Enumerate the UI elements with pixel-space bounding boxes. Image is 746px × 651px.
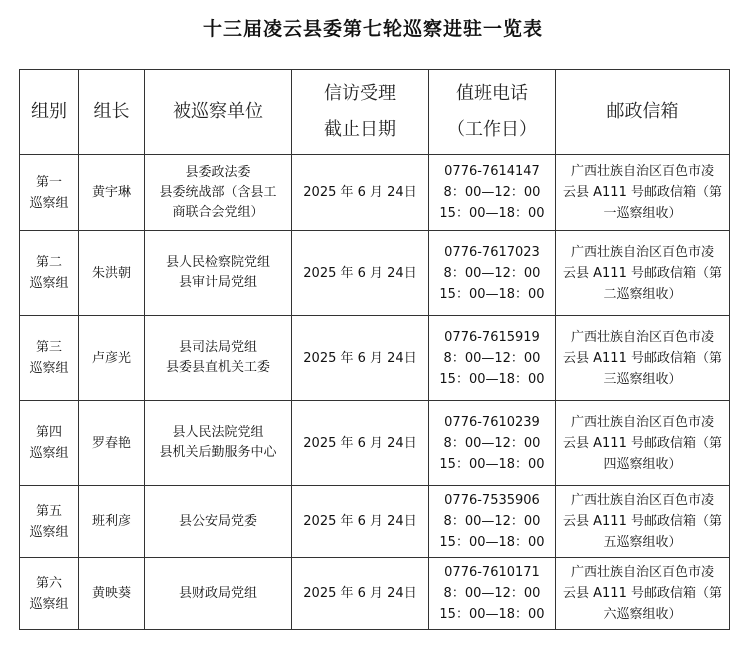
phone-number: 0776-7535906: [444, 493, 540, 508]
group-number: 第六: [35, 575, 62, 591]
unit-line: 县委统战部（含县工: [159, 184, 277, 200]
header-unit: 被巡察单位: [145, 70, 292, 155]
deadline-cell: 2025 年 6 月 24日: [292, 155, 429, 231]
hours-morning: 8：00—12：00: [443, 185, 541, 200]
hours-afternoon: 15：00—18：00: [439, 456, 545, 472]
hours-afternoon: 15：00—18：00: [439, 535, 545, 550]
mail-line: 四巡察组收）: [603, 456, 682, 472]
unit-cell: [145, 231, 292, 316]
mail-line: 广西壮族自治区百色市凌: [570, 414, 714, 430]
mail-line: 广西壮族自治区百色市凌: [570, 329, 714, 345]
header-row: [20, 70, 730, 155]
group-suffix: 巡察组: [29, 361, 69, 376]
header-leader: 组长: [79, 70, 145, 155]
mailbox-cell: [556, 558, 730, 630]
group-cell: [20, 558, 79, 630]
group-suffix: 巡察组: [29, 596, 69, 612]
phone-number: 0776-7617023: [444, 244, 540, 260]
leader-cell: 黄宇琳: [79, 155, 145, 231]
deadline-cell: 2025 年 6 月 24日: [292, 558, 429, 630]
mail-line: 广西壮族自治区百色市凌: [570, 493, 714, 508]
hours-morning: 8：00—12：00: [443, 514, 541, 529]
mailbox-cell: [556, 316, 730, 401]
unit-line: 商联合会党组）: [172, 204, 264, 220]
group-suffix: 巡察组: [29, 195, 69, 211]
header-duty-phone: [429, 70, 556, 155]
table-row: [20, 486, 730, 558]
group-suffix: 巡察组: [29, 524, 69, 540]
leader-cell: 朱洪朝: [79, 231, 145, 316]
header-phone-line1: 值班电话: [456, 83, 528, 104]
phone-cell: [429, 486, 556, 558]
phone-cell: [429, 316, 556, 401]
deadline-cell: 2025 年 6 月 24日: [292, 486, 429, 558]
table-row: [20, 401, 730, 486]
leader-cell: 罗春艳: [79, 401, 145, 486]
group-suffix: 巡察组: [29, 276, 69, 291]
mailbox-cell: [556, 231, 730, 316]
group-number: 第三: [35, 340, 62, 355]
header-mailbox: 邮政信箱: [556, 70, 730, 155]
hours-afternoon: 15：00—18：00: [439, 286, 545, 302]
header-petition-line2: 截止日期: [324, 119, 396, 140]
group-number: 第二: [35, 255, 62, 270]
group-number: 第四: [35, 425, 62, 440]
mail-line: 二巡察组收）: [603, 286, 682, 302]
unit-line: 县委政法委: [185, 164, 251, 180]
unit-cell: [145, 486, 292, 558]
phone-number: 0776-7614147: [444, 164, 540, 179]
deadline-cell: 2025 年 6 月 24日: [292, 316, 429, 401]
hours-morning: 8：00—12：00: [443, 586, 541, 601]
unit-line: 县公安局党委: [178, 513, 257, 529]
unit-line: 县机关后勤服务中心: [159, 445, 277, 460]
mail-line: 三巡察组收）: [603, 371, 682, 387]
hours-morning: 8：00—12：00: [443, 435, 541, 451]
group-cell: [20, 231, 79, 316]
header-group: 组别: [20, 70, 79, 155]
deadline-cell: 2025 年 6 月 24日: [292, 401, 429, 486]
deadline-cell: 2025 年 6 月 24日: [292, 231, 429, 316]
unit-cell: [145, 558, 292, 630]
group-cell: [20, 155, 79, 231]
mail-line: 广西壮族自治区百色市凌: [570, 565, 714, 580]
group-number: 第五: [35, 503, 62, 519]
mailbox-cell: [556, 486, 730, 558]
group-cell: [20, 401, 79, 486]
mail-line: 云县 A111 号邮政信箱（第: [563, 435, 722, 451]
mail-line: 五巡察组收）: [603, 535, 682, 550]
mailbox-cell: [556, 155, 730, 231]
group-cell: [20, 486, 79, 558]
table-row: [20, 558, 730, 630]
phone-cell: [429, 558, 556, 630]
unit-line: 县司法局党组: [178, 340, 257, 355]
table-row: [20, 155, 730, 231]
hours-afternoon: 15：00—18：00: [439, 371, 545, 387]
phone-cell: [429, 155, 556, 231]
table-row: [20, 231, 730, 316]
mail-line: 云县 A111 号邮政信箱（第: [563, 265, 722, 281]
mail-line: 广西壮族自治区百色市凌: [570, 244, 714, 260]
unit-line: 县人民检察院党组: [165, 255, 270, 270]
phone-number: 0776-7610171: [444, 565, 540, 580]
phone-number: 0776-7610239: [444, 414, 540, 430]
mail-line: 一巡察组收）: [603, 206, 682, 221]
header-petition-deadline: [292, 70, 429, 155]
mail-line: 云县 A111 号邮政信箱（第: [563, 350, 722, 366]
unit-line: 县审计局党组: [178, 275, 257, 290]
group-cell: [20, 316, 79, 401]
unit-line: 县财政局党组: [178, 585, 257, 601]
hours-morning: 8：00—12：00: [443, 265, 541, 281]
hours-afternoon: 15：00—18：00: [439, 607, 545, 622]
mail-line: 云县 A111 号邮政信箱（第: [563, 586, 722, 601]
leader-cell: 卢彦光: [79, 316, 145, 401]
phone-number: 0776-7615919: [444, 329, 540, 345]
phone-cell: [429, 401, 556, 486]
phone-cell: [429, 231, 556, 316]
unit-cell: [145, 401, 292, 486]
unit-line: 县人民法院党组: [172, 425, 264, 440]
table-row: [20, 316, 730, 401]
group-number: 第一: [35, 174, 62, 190]
mail-line: 广西壮族自治区百色市凌: [570, 164, 714, 179]
hours-afternoon: 15：00—18：00: [439, 206, 545, 221]
unit-line: 县委县直机关工委: [165, 360, 270, 375]
leader-cell: 黄映葵: [79, 558, 145, 630]
header-phone-line2: （工作日）: [447, 119, 537, 140]
hours-morning: 8：00—12：00: [443, 350, 541, 366]
unit-cell: [145, 155, 292, 231]
unit-cell: [145, 316, 292, 401]
mail-line: 六巡察组收）: [603, 607, 682, 622]
mail-line: 云县 A111 号邮政信箱（第: [563, 514, 722, 529]
mail-line: 云县 A111 号邮政信箱（第: [563, 185, 722, 200]
leader-cell: 班利彦: [79, 486, 145, 558]
inspection-table: [19, 69, 730, 630]
header-petition-line1: 信访受理: [324, 83, 396, 104]
mailbox-cell: [556, 401, 730, 486]
group-suffix: 巡察组: [29, 446, 69, 461]
page-title: 十三届凌云县委第七轮巡察进驻一览表: [202, 18, 543, 40]
